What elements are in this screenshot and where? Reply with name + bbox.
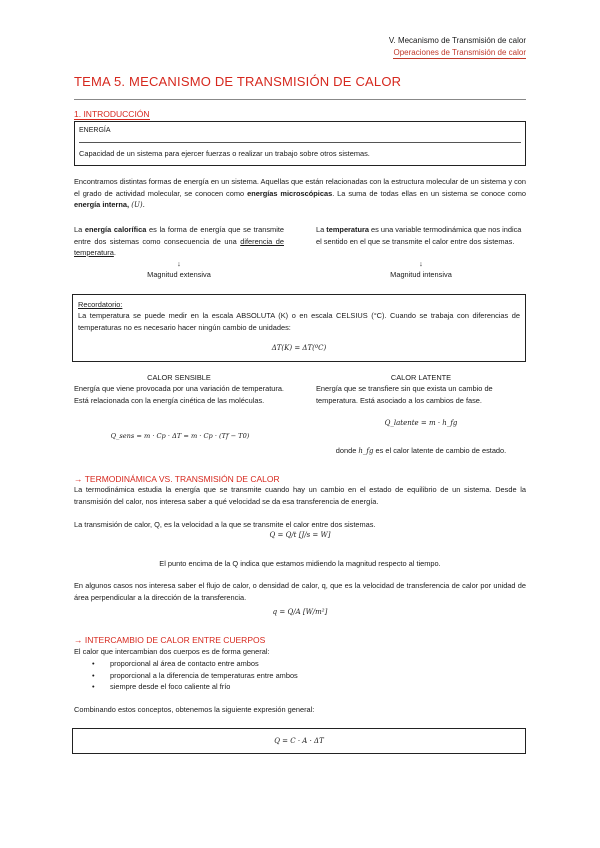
list-item: • siempre desde el foco caliente al frío — [110, 681, 522, 693]
definition-box-energy — [74, 121, 526, 166]
paragraph-microscopic-energy: Encontramos distintas formas de energía en un sistema. Aquellas que están relacionadas con la estructura molecular de un sistema y con el grado de actividad molecular, se conocen como energías microscópicas. La suma de todas ellas en un sistema se conoce como energía interna, (U). — [74, 177, 526, 209]
paragraph-thermodynamics: La termodinámica estudia la energía que se transmite cuando hay un cambio en el estado de equilibrio de un sistema. Desde la transmisión del calor, nos interesa saber a qué velocidad se da esa transferencia de energía. — [74, 485, 526, 506]
definition-divider — [79, 142, 521, 143]
reminder-box — [72, 294, 526, 362]
heading-sensible-heat: CALOR SENSIBLE — [147, 373, 211, 382]
title-divider — [74, 99, 526, 100]
definition-label: ENERGÍA — [79, 127, 111, 134]
paragraph-temperature: La temperatura es una variable termodinámica que nos indica el sentido en el que se transmite el calor entre dos sistemas. — [316, 225, 522, 246]
down-arrow-icon: ↓ — [419, 259, 423, 268]
down-arrow-icon: ↓ — [177, 259, 181, 268]
magnitude-intensive: Magnitud intensiva — [390, 270, 452, 279]
header-subject: V. Mecanismo de Transmisión de calor — [388, 36, 526, 45]
formula-general: Q = C · A · ΔT — [274, 737, 324, 745]
paragraph-heat-flux: En algunos casos nos interesa saber el flujo de calor, o densidad de calor, q, que es la velocidad de transferencia de calor por unidad de área perpendicular a la dirección de la transferencia. — [74, 581, 526, 602]
paragraph-calorific-energy: La energía calorífica es la forma de energía que se transmite entre dos sistemas como consecuencia de una diferencia de temperatura. — [74, 225, 284, 257]
formula-box-general — [72, 728, 526, 754]
list-item: • proporcional al área de contacto entre ambos — [110, 658, 522, 670]
paragraph-combine: Combinando estos conceptos, obtenemos la siguiente expresión general: — [74, 705, 315, 714]
section-heading-introduction: 1. INTRODUCCIÓN — [74, 109, 150, 119]
bullet-list — [92, 658, 522, 693]
definition-text: Capacidad de un sistema para ejercer fuerzas o realizar un trabajo sobre otros sistemas. — [79, 149, 370, 158]
latent-heat-note: donde h_fg es el calor latente de cambio de estado. — [335, 446, 507, 455]
paragraph-sensible-heat: Energía que viene provocada por una variación de temperatura. Está relacionada con la energía cinética de las moléculas. — [74, 384, 284, 405]
formula-sensible-heat: Q_sens = m · Cp · ΔT = m · Cp · (Tf − T0) — [110, 432, 250, 440]
reminder-text: La temperatura se puede medir en la escala ABSOLUTA (K) o en escala CELSIUS (°C). Cuando se trabaja con diferencias de temperaturas no es necesario hacer ningún cambio de unidades: — [78, 311, 520, 332]
paragraph-heat-rate: La transmisión de calor, Q, es la velocidad a la que se transmite el calor entre dos sistemas. — [74, 520, 376, 529]
dot-notation-note: El punto encima de la Q indica que estamos midiendo la magnitud respecto al tiempo. — [159, 559, 441, 568]
reminder-label: Recordatorio: — [78, 300, 123, 309]
header-course: Operaciones de Transmisión de calor — [393, 48, 526, 57]
section-heading-heat-exchange: → INTERCAMBIO DE CALOR ENTRE CUERPOS — [74, 635, 266, 645]
formula-latent-heat: Q_latente = m · h_fg — [384, 419, 458, 427]
section-heading-thermodynamics: → TERMODINÁMICA VS. TRANSMISIÓN DE CALOR — [74, 474, 280, 484]
formula-heat-rate: Q = Q/t [J/s = W] — [269, 531, 331, 539]
magnitude-extensive: Magnitud extensiva — [147, 270, 211, 279]
paragraph-heat-exchange: El calor que intercambian dos cuerpos es de forma general: — [74, 647, 270, 656]
list-item: • proporcional a la diferencia de temperaturas entre ambos — [110, 670, 522, 682]
reminder-formula: ΔT(K) = ΔT(ºC) — [271, 344, 327, 352]
heading-latent-heat: CALOR LATENTE — [390, 373, 452, 382]
formula-heat-flux: q = Q/A [W/m²] — [272, 608, 328, 616]
page-title: TEMA 5. MECANISMO DE TRANSMISIÓN DE CALOR — [74, 74, 402, 89]
paragraph-latent-heat: Energía que se transfiere sin que exista un cambio de temperatura. Está asociado a los cambios de fase. — [316, 384, 493, 405]
